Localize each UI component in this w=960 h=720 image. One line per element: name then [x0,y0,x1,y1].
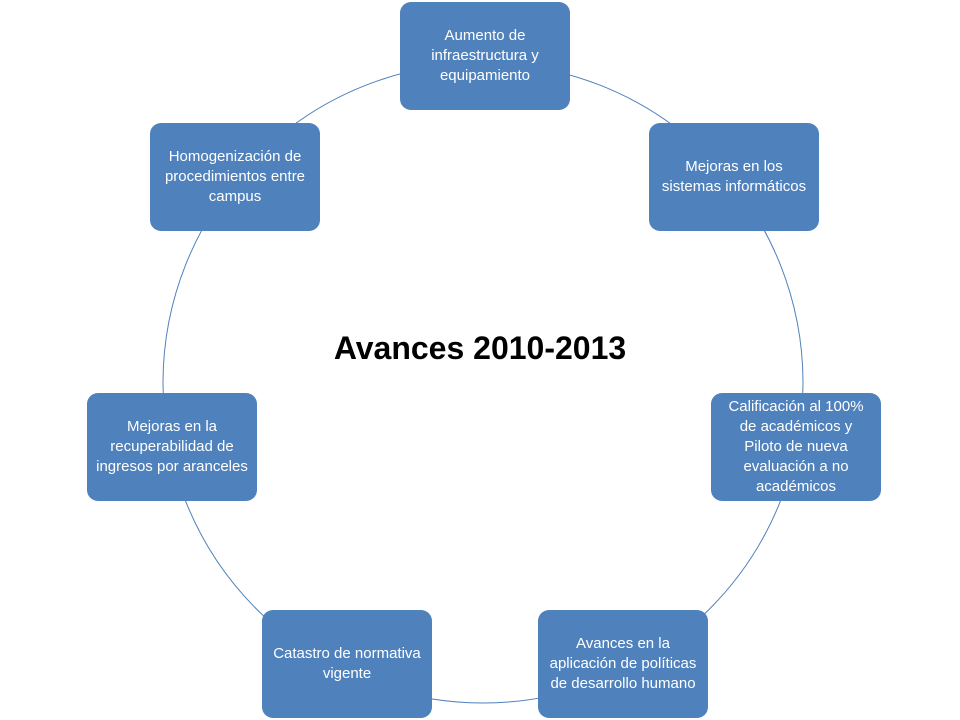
cycle-node-desarrollo-humano: Avances en la aplicación de políticas de desarrollo humano [538,610,708,718]
cycle-node-catastro-normativa: Catastro de normativa vigente [262,610,432,718]
cycle-node-recuperabilidad-ingresos: Mejoras en la recuperabilidad de ingresos por aranceles [87,393,257,501]
cycle-node-homogenizacion: Homogenización de procedimientos entre campus [150,123,320,231]
cycle-node-infraestructura: Aumento de infraestructura y equipamiento [400,2,570,110]
cycle-node-calificacion-academicos: Calificación al 100% de académicos y Piloto de nueva evaluación a no académicos [711,393,881,501]
diagram-title: Avances 2010-2013 [333,330,627,366]
cycle-node-sistemas-informaticos: Mejoras en los sistemas informáticos [649,123,819,231]
